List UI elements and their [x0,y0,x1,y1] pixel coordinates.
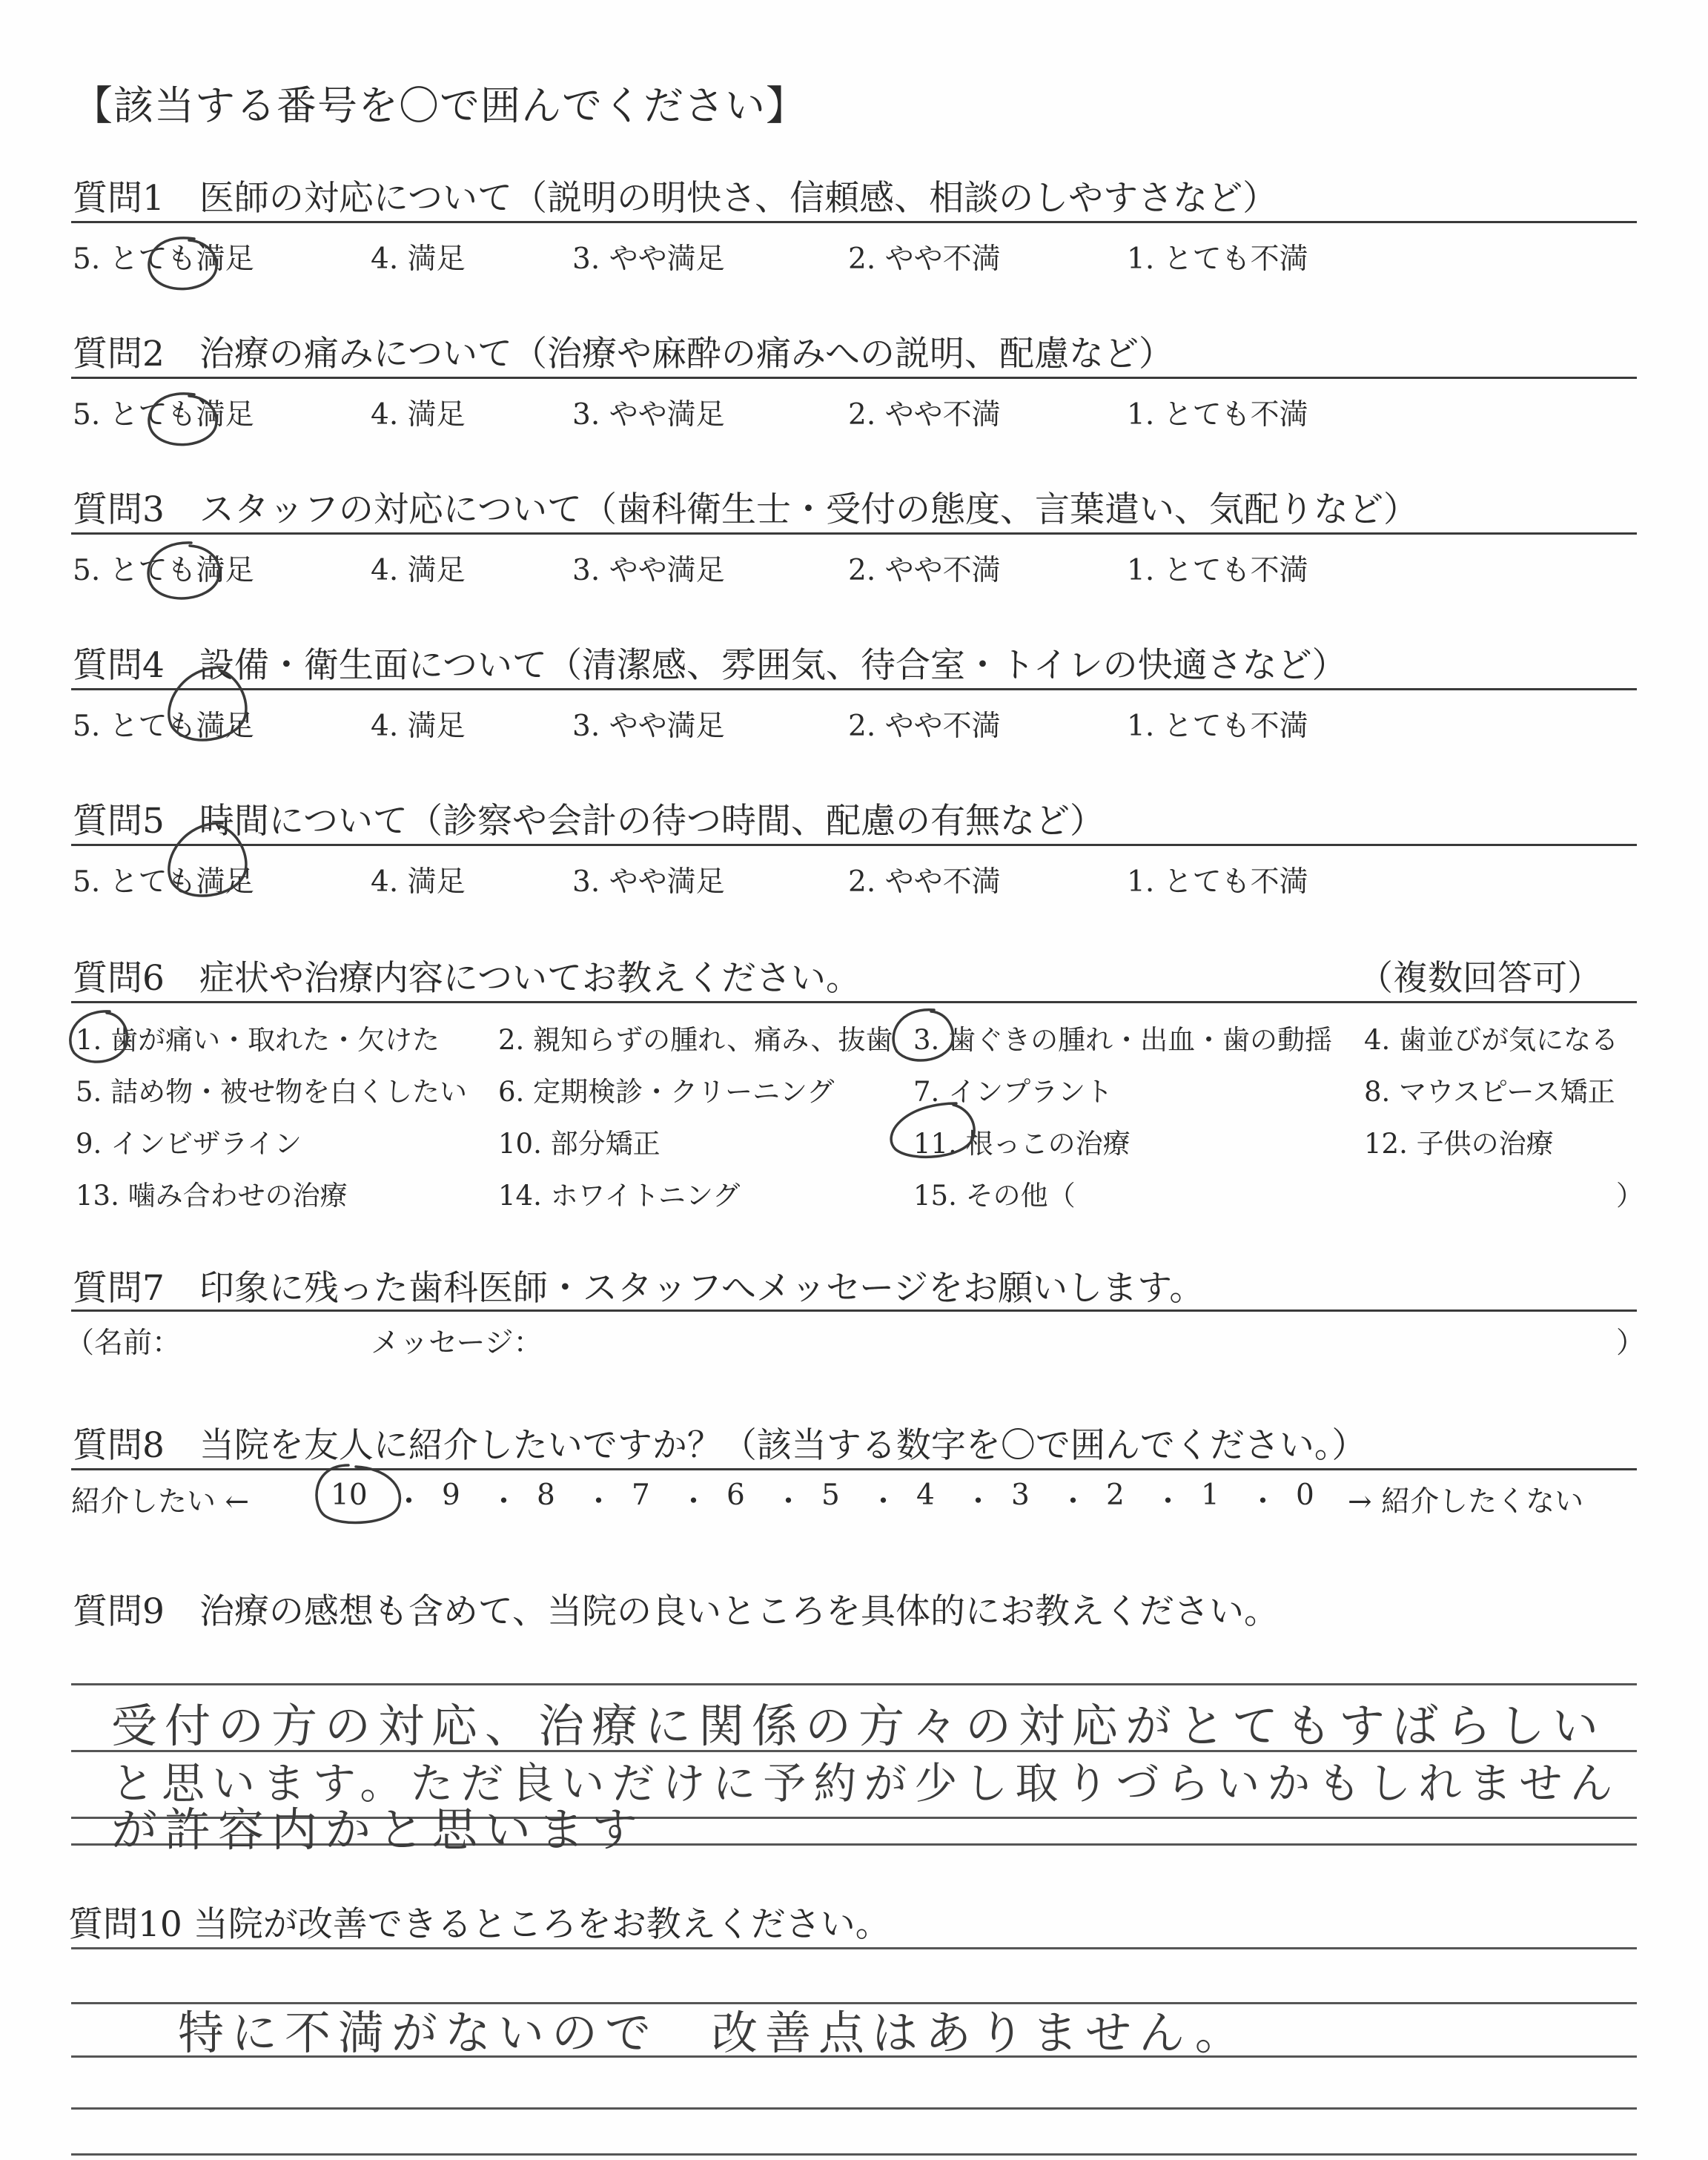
q8-right-label: → 紹介したくない [1348,1485,1584,1519]
question-5-title: 質問5 時間について（診察や会計の待つ時間、配慮の有無など） [73,801,1105,842]
q8-scale-dot: ・ [1059,1485,1088,1519]
q7-close: ） [1616,1327,1646,1360]
q3-option-3[interactable]: 3. やや満足 [572,554,725,587]
q6-option-8[interactable]: 8. マウスピース矯正 [1364,1076,1615,1108]
q3-option-5[interactable]: 5. とても満足 [73,554,254,587]
q10-answer-line-1: 特に不満がないので 改善点はありません。 [178,2006,1248,2060]
q8-left-label: 紹介したい ← [71,1485,250,1519]
q6-option-7[interactable]: 7. インプラント [913,1076,1113,1108]
question-4-title: 質問4 設備・衛生面について（清潔感、雰囲気、待合室・トイレの快適さなど） [73,645,1347,686]
q8-scale-4[interactable]: 4 [916,1479,935,1512]
q6-other-close: ） [1616,1180,1644,1212]
q8-scale-2[interactable]: 2 [1106,1479,1125,1512]
q8-scale-6[interactable]: 6 [726,1479,745,1512]
question-8-title: 質問8 当院を友人に紹介したいですか？（該当する数字を〇で囲んでください。） [73,1425,1367,1466]
q8-scale-0[interactable]: 0 [1296,1479,1314,1512]
q8-scale-dot: ・ [584,1485,614,1519]
q4-option-5[interactable]: 5. とても満足 [73,710,254,743]
q8-scale-dot: ・ [489,1485,519,1519]
q5-option-5[interactable]: 5. とても満足 [73,865,254,899]
q7-message-label[interactable]: メッセージ： [371,1327,543,1360]
q6-option-4[interactable]: 4. 歯並びが気になる [1364,1024,1619,1056]
q6-option-3[interactable]: 3. 歯ぐきの腫れ・出血・歯の動揺 [913,1024,1333,1056]
q8-scale-5[interactable]: 5 [821,1479,840,1512]
q8-scale-8[interactable]: 8 [537,1479,555,1512]
q2-option-1[interactable]: 1. とても不満 [1127,398,1308,432]
q3-option-4[interactable]: 4. 満足 [371,554,466,587]
q6-option-11[interactable]: 11. 根っこの治療 [913,1128,1131,1160]
q9-answer-line-3: が許容内かと思います [111,1803,646,1857]
q5-option-2[interactable]: 2. やや不満 [848,865,1001,899]
q4-option-3[interactable]: 3. やや満足 [572,710,725,743]
q8-scale-dot: ・ [774,1485,804,1519]
q3-option-1[interactable]: 1. とても不満 [1127,554,1308,587]
q2-option-5[interactable]: 5. とても満足 [73,398,254,432]
q9-answer-line-1: 受付の方の対応、治療に関係の方々の対応がとてもすばらしい [111,1699,1606,1753]
q2-option-3[interactable]: 3. やや満足 [572,398,725,432]
q8-scale-dot: ・ [394,1485,424,1519]
question-2-title: 質問2 治療の痛みについて（治療や麻酔の痛みへの説明、配慮など） [73,334,1174,374]
form-header: 【該当する番号を〇で囲んでください】 [73,82,807,129]
q2-option-4[interactable]: 4. 満足 [371,398,466,432]
question-6-title: 質問6 症状や治療内容についてお教えください。 [73,958,861,999]
q6-option-6[interactable]: 6. 定期検診・クリーニング [498,1076,835,1108]
q6-option-12[interactable]: 12. 子供の治療 [1364,1128,1554,1160]
q6-option-15[interactable]: 15. その他（ [913,1180,1076,1212]
q3-option-2[interactable]: 2. やや不満 [848,554,1001,587]
q6-option-5[interactable]: 5. 詰め物・被せ物を白くしたい [76,1076,468,1108]
q5-option-1[interactable]: 1. とても不満 [1127,865,1308,899]
q8-scale-dot: ・ [869,1485,898,1519]
q4-option-4[interactable]: 4. 満足 [371,710,466,743]
question-9-title: 質問9 治療の感想も含めて、当院の良いところを具体的にお教えください。 [73,1591,1279,1632]
q5-option-4[interactable]: 4. 満足 [371,865,466,899]
q8-scale-3[interactable]: 3 [1011,1479,1030,1512]
q2-option-2[interactable]: 2. やや不満 [848,398,1001,432]
q1-option-3[interactable]: 3. やや満足 [572,242,725,276]
q6-option-1[interactable]: 1. 歯が痛い・取れた・欠けた [76,1024,440,1056]
question-1-title: 質問1 医師の対応について（説明の明快さ、信頼感、相談のしやすさなど） [73,178,1278,219]
q7-name-label[interactable]: （名前： [65,1327,182,1360]
question-7-title: 質問7 印象に残った歯科医師・スタッフへメッセージをお願いします。 [73,1268,1205,1309]
q8-scale-7[interactable]: 7 [632,1479,650,1512]
question-3-title: 質問3 スタッフの対応について（歯科衛生士・受付の態度、言葉遣い、気配りなど） [73,489,1418,530]
q6-option-2[interactable]: 2. 親知らずの腫れ、痛み、抜歯 [498,1024,893,1056]
q8-scale-dot: ・ [679,1485,709,1519]
q8-scale-dot: ・ [1153,1485,1183,1519]
q8-scale-dot: ・ [1248,1485,1278,1519]
q9-answer-line-2: と思います。ただ良いだけに予約が少し取りづらいかもしれません [111,1758,1621,1809]
q1-option-4[interactable]: 4. 満足 [371,242,466,276]
q4-option-2[interactable]: 2. やや不満 [848,710,1001,743]
question-6-note: （複数回答可） [1358,958,1602,999]
q8-scale-dot: ・ [964,1485,993,1519]
q5-option-3[interactable]: 3. やや満足 [572,865,725,899]
q8-scale-1[interactable]: 1 [1201,1479,1219,1512]
q6-option-14[interactable]: 14. ホワイトニング [498,1180,741,1212]
q1-option-1[interactable]: 1. とても不満 [1127,242,1308,276]
q8-scale-10[interactable]: 10 [331,1479,368,1512]
q6-option-9[interactable]: 9. インビザライン [76,1128,302,1160]
q4-option-1[interactable]: 1. とても不満 [1127,710,1308,743]
q1-option-5[interactable]: 5. とても満足 [73,242,254,276]
q6-option-13[interactable]: 13. 噛み合わせの治療 [76,1180,348,1212]
q6-option-10[interactable]: 10. 部分矯正 [498,1128,661,1160]
q1-option-2[interactable]: 2. やや不満 [848,242,1001,276]
q8-scale-9[interactable]: 9 [442,1479,460,1512]
question-10-title: 質問10 当院が改善できるところをお教えください。 [68,1904,890,1945]
